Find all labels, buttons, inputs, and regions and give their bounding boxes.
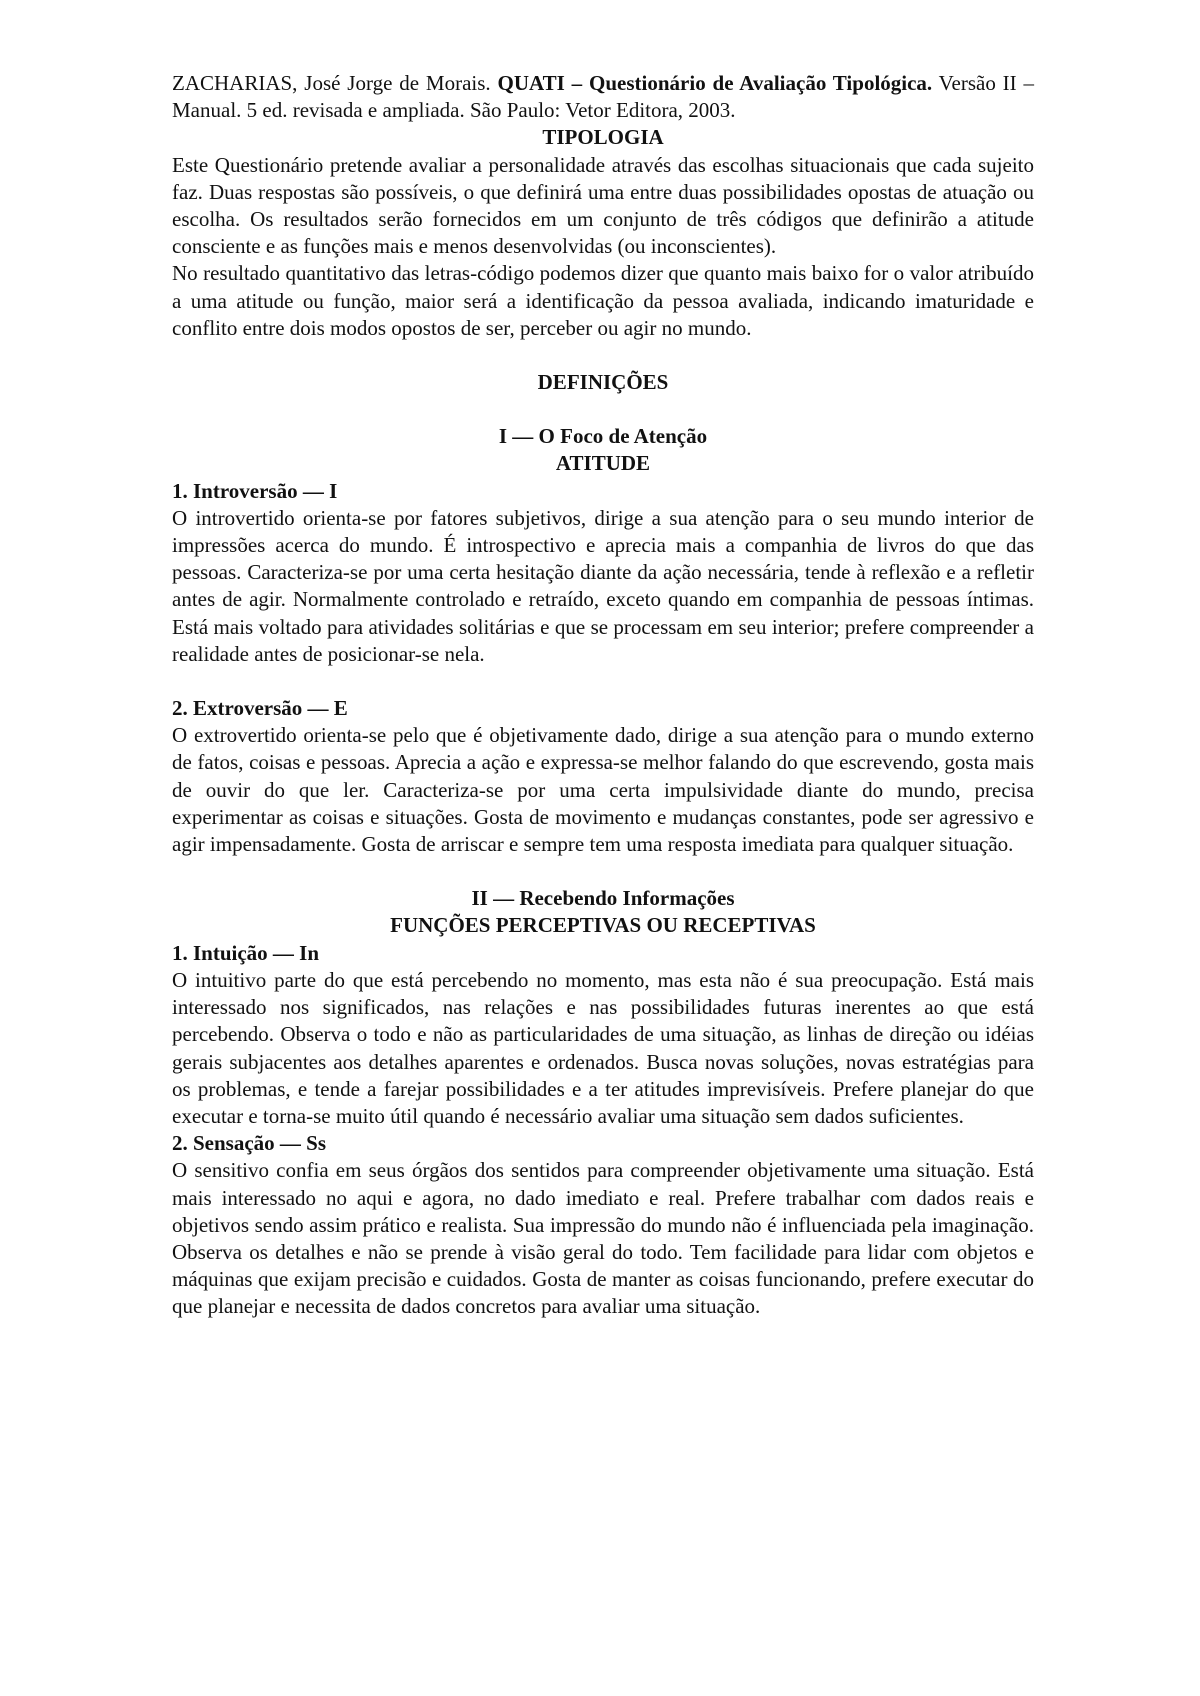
spacer [172, 396, 1034, 423]
extroversao-text: O extrovertido orienta-se pelo que é objetivamente dado, dirige a sua atenção para o mundo externo de fatos, coisas e pessoas. Aprecia a ação e expressa-se melhor falando do que escrevendo, gosta mais de ouvir do que ler. Caracteriza-se por uma certa impulsividade diante do mundo, precisa experimentar as coisas e situações. Gosta de movimento e mudanças constantes, pode ser agressivo e agir impensadamente. Gosta de arriscar e sempre tem uma resposta imediata para qualquer situação. [172, 723, 1034, 857]
sensacao-title: 2. Sensação — Ss [172, 1131, 327, 1156]
intuicao-title: 1. Intuição — In [172, 940, 320, 965]
citation [172, 70, 1034, 124]
introversao-title: 1. Introversão — I [172, 478, 338, 503]
sensacao-text: O sensitivo confia em seus órgãos dos sentidos para compreender objetivamente uma situação. Está mais interessado no aqui e agora, no dado imediato e real. Prefere trabalhar com dados reais e objetivos sendo assim prático e realista. Sua impressão do mundo não é influenciada pela imaginação. Observa os detalhes e não se prende à visão geral do todo. Tem facilidade para lidar com objetos e máquinas que exijam precisão e cuidados. Gosta de manter as coisas funcionando, prefere executar do que planejar e necessita de dados concretos para avaliar uma situação. [172, 1158, 1034, 1319]
document-page [172, 70, 1034, 1321]
heading-tipologia: TIPOLOGIA [542, 125, 664, 150]
tipologia-paragraph-1: Este Questionário pretende avaliar a personalidade através das escolhas situacionais que cada sujeito faz. Duas respostas são possíveis, o que definirá uma entre duas possibilidades opostas de atuação ou escolha. Os resultados serão fornecidos em um conjunto de três códigos que definirão a atitude consciente e as funções mais e menos desenvolvidas (ou inconscientes). [172, 152, 1034, 259]
tipologia-paragraph-2: No resultado quantitativo das letras-código podemos dizer que quanto mais baixo for o valor atribuído a uma atitude ou função, maior será a identificação da pessoa avaliada, indicando imaturidade e conflito entre dois modos opostos de ser, perceber ou agir no mundo. [172, 261, 1034, 340]
section-1-heading: I — O Foco de Atenção [498, 424, 708, 449]
section-1-subheading: ATITUDE [555, 451, 651, 476]
citation-rest: Versão II – Manual. 5 ed. revisada e ampliada. São Paulo: Vetor Editora, 2003. [172, 71, 1035, 123]
intuicao-text: O intuitivo parte do que está percebendo no momento, mas esta não é sua preocupação. Está mais interessado nos significados, nas relações e nas possibilidades futuras inerentes ao que está percebendo. Observa o todo e não as particularidades de uma situação, as linhas de direção ou idéias gerais subjacentes aos detalhes aparentes e ordenados. Busca novas soluções, novas estratégias para os problemas, e tende a farejar possibilidades e a ter atitudes imprevisíveis. Prefere planejar do que executar e torna-se muito útil quando é necessário avaliar uma situação sem dados suficientes. [172, 967, 1034, 1128]
spacer [172, 342, 1034, 369]
citation-author: ZACHARIAS, José Jorge de Morais. [172, 71, 491, 95]
extroversao-title: 2. Extroversão — E [172, 696, 348, 721]
section-2-subheading: FUNÇÕES PERCEPTIVAS OU RECEPTIVAS [390, 913, 816, 938]
section-2-heading: II — Recebendo Informações [471, 886, 735, 911]
spacer [172, 668, 1034, 695]
heading-definicoes: DEFINIÇÕES [537, 370, 669, 395]
introversao-text: O introvertido orienta-se por fatores subjetivos, dirige a sua atenção para o seu mundo interior de impressões acerca do mundo. É introspectivo e aprecia mais a companhia de livros do que das pessoas. Caracteriza-se por uma certa hesitação diante da ação necessária, tende à reflexão e a refletir antes de agir. Normalmente controlado e retraído, exceto quando em companhia de pessoas íntimas. Está mais voltado para atividades solitárias e que se processam em seu interior; prefere compreender a realidade antes de posicionar-se nela. [172, 505, 1034, 666]
citation-title: QUATI – Questionário de Avaliação Tipológica. [497, 71, 933, 95]
spacer [172, 858, 1034, 885]
